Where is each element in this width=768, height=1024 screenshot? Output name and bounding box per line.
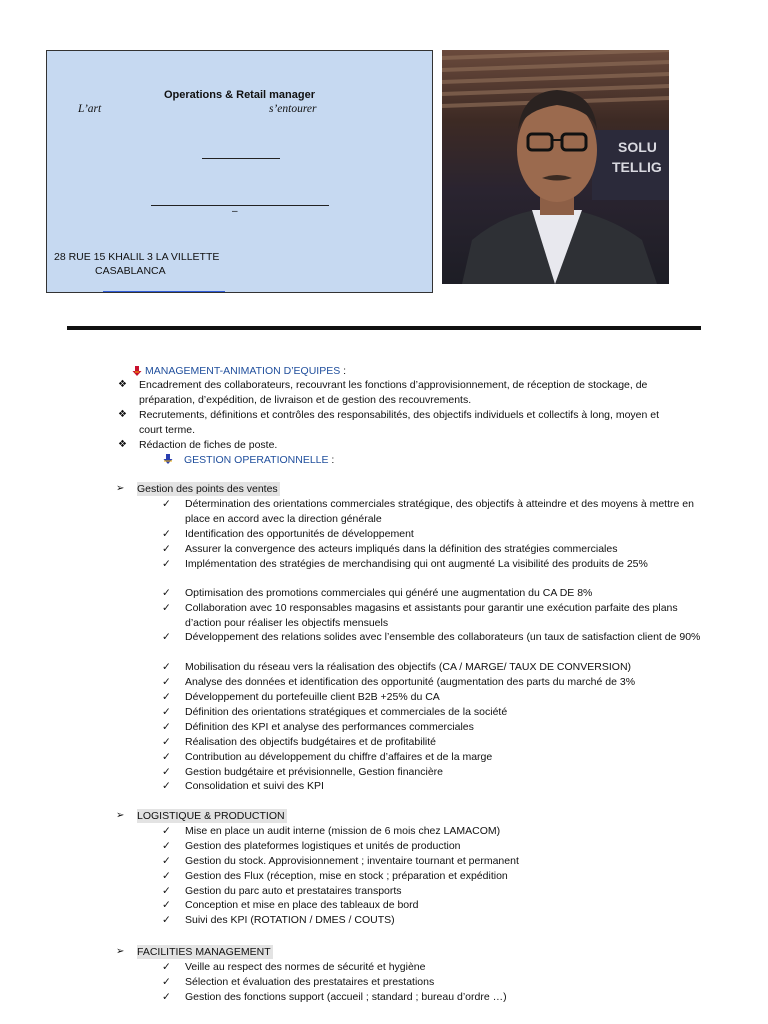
check-item-text: Définition des orientations stratégiques et commerciales de la société (185, 706, 508, 718)
check-icon: ✓ (162, 766, 171, 778)
check-icon: ✓ (162, 498, 171, 510)
tagline-left: L’art (78, 103, 102, 115)
check-item-text: Réalisation des objectifs budgétaires et de profitabilité (185, 736, 436, 748)
section-title-management (145, 365, 346, 377)
check-icon: ✓ (162, 885, 171, 897)
dash: – (232, 206, 238, 217)
arrow-bullet-icon: ➢ (116, 810, 125, 821)
check-icon: ✓ (162, 991, 171, 1003)
check-item-text: Mise en place un audit interne (mission de 6 mois chez LAMACOM) (185, 825, 501, 837)
diamond-bullet-icon: ❖ (118, 379, 127, 390)
arrow-bullet-icon: ➢ (116, 946, 125, 957)
check-item-text: Mobilisation du réseau vers la réalisation des objectifs (CA / MARGE/ TAUX DE CONVERSION) (185, 661, 632, 673)
list-item-text: Rédaction de fiches de poste. (139, 439, 278, 451)
check-icon: ✓ (162, 855, 171, 867)
check-icon: ✓ (162, 825, 171, 837)
check-icon: ✓ (162, 870, 171, 882)
check-item-text: Développement des relations solides avec l’ensemble des collaborateurs (un taux de satisfaction client de 90% (185, 631, 701, 643)
address-line1: 28 RUE 15 KHALIL 3 LA VILLETTE (54, 251, 220, 263)
check-item-text: Gestion du stock. Approvisionnement ; inventaire tournant et permanent (185, 855, 519, 867)
check-item-text: Implémentation des stratégies de merchandising qui ont augmenté La visibilité des produits de 25% (185, 558, 648, 570)
list-item-text: Recrutements, définitions et contrôles des responsabilités, des objectifs individuels et collectifs à long, moyen et court terme. (139, 409, 660, 436)
check-icon: ✓ (162, 543, 171, 555)
check-item-text: Conception et mise en place des tableaux de bord (185, 899, 419, 911)
check-item-text: Développement du portefeuille client B2B +25% du CA (185, 691, 440, 703)
job-title: Operations & Retail manager (164, 89, 315, 101)
subhead-text: FACILITIES MANAGEMENT (137, 946, 271, 958)
profile-photo (442, 50, 669, 284)
diamond-bullet-icon: ❖ (118, 439, 127, 450)
check-icon: ✓ (162, 780, 171, 792)
check-item-text: Gestion des Flux (réception, mise en stock ; préparation et expédition (185, 870, 508, 882)
svg-text:SOLU: SOLU (618, 139, 657, 155)
check-icon: ✓ (162, 736, 171, 748)
check-item-text: Collaboration avec 10 responsables magasins et assistants pour garantir une exécution parfaite des plans d’action pour réaliser les objectifs mensuels (185, 602, 678, 629)
check-item-text: Gestion des plateformes logistiques et unités de production (185, 840, 461, 852)
section-title-text: MANAGEMENT-ANIMATION D’EQUIPES (145, 365, 341, 377)
subhead-text: LOGISTIQUE & PRODUCTION (137, 810, 285, 822)
check-item-text: Veille au respect des normes de sécurité et hygiène (185, 961, 426, 973)
check-item-text: Gestion budgétaire et prévisionnelle, Gestion financière (185, 766, 443, 778)
check-icon: ✓ (162, 691, 171, 703)
header-box (46, 50, 433, 293)
check-icon: ✓ (162, 706, 171, 718)
diamond-bullet-icon: ❖ (118, 409, 127, 420)
check-icon: ✓ (162, 558, 171, 570)
check-item-text: Optimisation des promotions commerciales qui généré une augmentation du CA DE 8% (185, 587, 593, 599)
check-item-text: Détermination des orientations commerciales stratégique, des objectifs à atteindre et des moyens à mettre en place en accord avec la direction générale (185, 498, 694, 525)
check-item-text: Contribution au développement du chiffre d’affaires et de la marge (185, 751, 493, 763)
subhead-text: Gestion des points des ventes (137, 483, 278, 495)
check-item-text: Sélection et évaluation des prestataires et prestations (185, 976, 435, 988)
check-icon: ✓ (162, 631, 171, 643)
check-item-text: Assurer la convergence des acteurs impliqués dans la définition des stratégies commerciales (185, 543, 618, 555)
tagline-right: s’entourer (269, 103, 317, 115)
check-icon: ✓ (162, 587, 171, 599)
check-item-text: Gestion du parc auto et prestataires transports (185, 885, 402, 897)
down-arrow-icon (163, 454, 173, 464)
check-icon: ✓ (162, 751, 171, 763)
address-line2: CASABLANCA (95, 265, 166, 277)
check-item-text: Gestion des fonctions support (accueil ; standard ; bureau d’ordre …) (185, 991, 507, 1003)
check-item-text: Suivi des KPI (ROTATION / DMES / COUTS) (185, 914, 395, 926)
blank-line-2 (151, 205, 329, 206)
check-item-text: Analyse des données et identification des opportunité (augmentation des parts du marché de 3% (185, 676, 636, 688)
check-item-text: Définition des KPI et analyse des performances commerciales (185, 721, 474, 733)
check-icon: ✓ (162, 899, 171, 911)
email-link-underline[interactable] (103, 291, 225, 292)
arrow-bullet-icon: ➢ (116, 483, 125, 494)
section-title-operational (184, 454, 334, 466)
list-item-text: Encadrement des collaborateurs, recouvrant les fonctions d’approvisionnement, de réception de stockage, de préparation, d’expédition, de livraison et de gestion des recouvrements. (139, 379, 648, 406)
check-icon: ✓ (162, 602, 171, 614)
check-icon: ✓ (162, 528, 171, 540)
check-icon: ✓ (162, 661, 171, 673)
check-icon: ✓ (162, 721, 171, 733)
check-icon: ✓ (162, 676, 171, 688)
svg-text:TELLIG: TELLIG (612, 159, 662, 175)
section-title-text: GESTION OPERATIONNELLE (184, 454, 329, 466)
section-title-colon: : (328, 454, 335, 466)
check-item-text: Identification des opportunités de développement (185, 528, 414, 540)
section-title-colon: : (340, 365, 347, 377)
check-icon: ✓ (162, 840, 171, 852)
check-icon: ✓ (162, 961, 171, 973)
divider-rule (67, 326, 701, 330)
check-icon: ✓ (162, 976, 171, 988)
blank-line-1 (202, 158, 280, 159)
check-icon: ✓ (162, 914, 171, 926)
check-item-text: Consolidation et suivi des KPI (185, 780, 324, 792)
down-arrow-icon (132, 366, 142, 376)
